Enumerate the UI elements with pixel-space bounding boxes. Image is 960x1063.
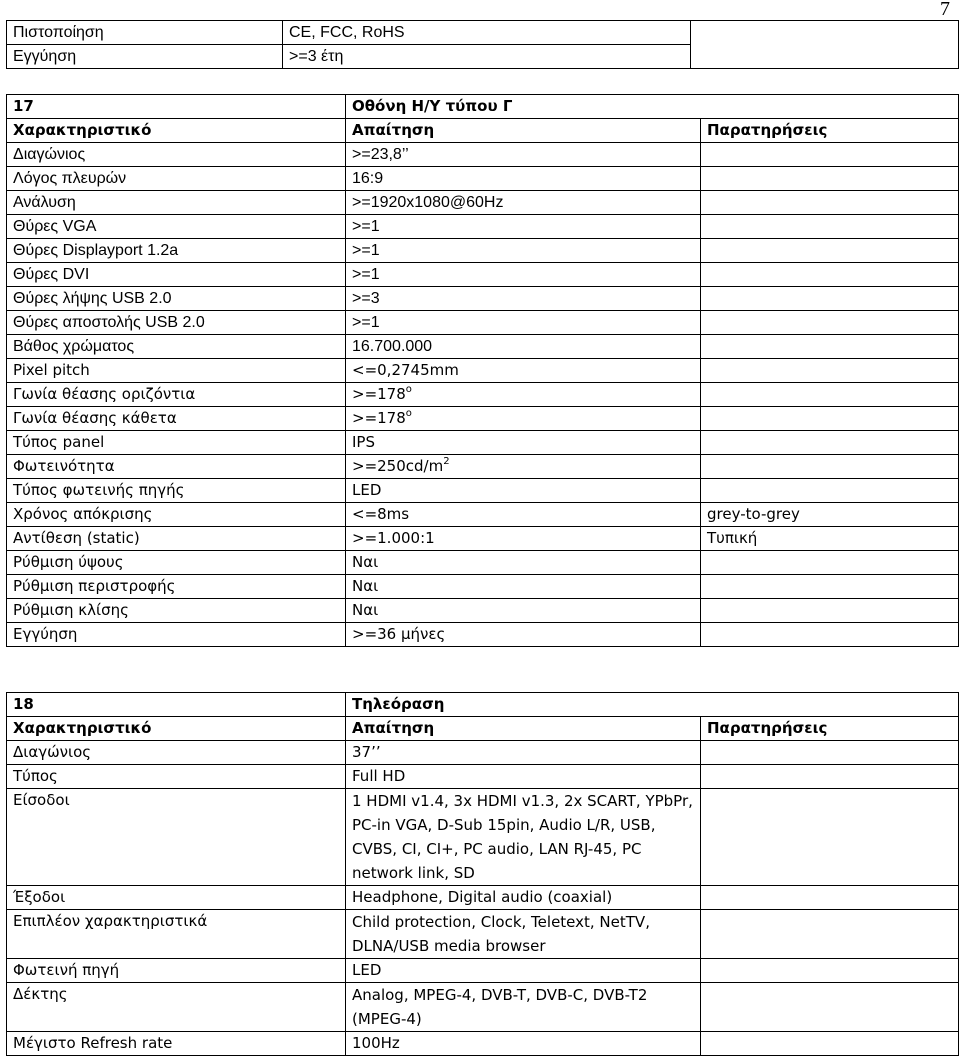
- table-title-row: [7, 95, 959, 119]
- row-feature: Θύρες VGA: [7, 215, 346, 239]
- section-title: Οθόνη Η/Υ τύπου Γ: [346, 95, 959, 119]
- warranty-value: >=3 έτη: [283, 45, 691, 69]
- row-requirement: Ναι: [346, 575, 701, 599]
- degree-superscript: o: [405, 408, 412, 419]
- table-row: [7, 886, 959, 910]
- row-requirement: >=23,8’’: [346, 143, 701, 167]
- row-feature: Ανάλυση: [7, 191, 346, 215]
- row-requirement: 16:9: [346, 167, 701, 191]
- row-notes: [701, 431, 959, 455]
- row-feature: Ρύθμιση κλίσης: [7, 599, 346, 623]
- row-requirement: Child protection, Clock, Teletext, NetTV, DLNA/USB media browser: [346, 910, 701, 959]
- table-row: [7, 910, 959, 959]
- table-row: [7, 741, 959, 765]
- requirement-text: >=178: [352, 409, 406, 427]
- row-feature: Διαγώνιος: [7, 143, 346, 167]
- monitor-spec-table: [6, 94, 959, 647]
- table-row: [7, 359, 959, 383]
- table-row: [7, 789, 959, 886]
- table-title-row: [7, 693, 959, 717]
- row-feature: Εγγύηση: [7, 623, 346, 647]
- section-number: 17: [7, 95, 346, 119]
- table-row: [7, 143, 959, 167]
- row-notes: [701, 167, 959, 191]
- cert-label: Πιστοποίηση: [7, 21, 283, 45]
- row-feature: Βάθος χρώματος: [7, 335, 346, 359]
- row-requirement: LED: [346, 479, 701, 503]
- header-notes: Παρατηρήσεις: [701, 717, 959, 741]
- requirement-text: >=250cd/m: [352, 457, 444, 475]
- row-requirement: Analog, MPEG-4, DVB-T, DVB-C, DVB-T2 (MPEG-4): [346, 983, 701, 1032]
- header-requirement: Απαίτηση: [346, 119, 701, 143]
- row-notes: [701, 599, 959, 623]
- degree-superscript: o: [405, 384, 412, 395]
- row-feature: Θύρες αποστολής USB 2.0: [7, 311, 346, 335]
- row-requirement: <=0,2745mm: [346, 359, 701, 383]
- header-requirement: Απαίτηση: [346, 717, 701, 741]
- row-notes: [701, 551, 959, 575]
- table-row: [7, 983, 959, 1032]
- table-row: [7, 431, 959, 455]
- table-row: [7, 479, 959, 503]
- cert-value: CE, FCC, RoHS: [283, 21, 691, 45]
- row-feature: Διαγώνιος: [7, 741, 346, 765]
- row-feature: Θύρες Displayport 1.2a: [7, 239, 346, 263]
- header-feature: Χαρακτηριστικό: [7, 119, 346, 143]
- row-requirement: <=8ms: [346, 503, 701, 527]
- row-requirement: 37’’: [346, 741, 701, 765]
- row-notes: [701, 789, 959, 886]
- row-feature: Θύρες DVI: [7, 263, 346, 287]
- row-feature: Επιπλέον χαρακτηριστικά: [7, 910, 346, 959]
- row-feature: Φωτεινότητα: [7, 455, 346, 479]
- row-feature: Αντίθεση (static): [7, 527, 346, 551]
- table-row: [7, 503, 959, 527]
- warranty-label: Εγγύηση: [7, 45, 283, 69]
- table-row: [7, 191, 959, 215]
- row-notes: [701, 215, 959, 239]
- row-requirement: >=1: [346, 239, 701, 263]
- table-row: [7, 287, 959, 311]
- table-row: [7, 215, 959, 239]
- row-requirement: >=36 μήνες: [346, 623, 701, 647]
- table-row: [7, 455, 959, 479]
- row-feature: Ρύθμιση ύψους: [7, 551, 346, 575]
- row-notes: [701, 886, 959, 910]
- row-notes: [701, 623, 959, 647]
- row-notes: [701, 311, 959, 335]
- row-notes: [701, 741, 959, 765]
- table-row: [7, 407, 959, 431]
- table-row: [7, 335, 959, 359]
- row-notes: grey-to-grey: [701, 503, 959, 527]
- row-notes: [701, 335, 959, 359]
- row-feature: Χρόνος απόκρισης: [7, 503, 346, 527]
- row-requirement: >=3: [346, 287, 701, 311]
- row-feature: Τύπος: [7, 765, 346, 789]
- row-requirement: Ναι: [346, 599, 701, 623]
- row-notes: [701, 983, 959, 1032]
- row-feature: Θύρες λήψης USB 2.0: [7, 287, 346, 311]
- table-row: [7, 765, 959, 789]
- table-row: [7, 623, 959, 647]
- row-requirement: 16.700.000: [346, 335, 701, 359]
- row-requirement: [346, 455, 701, 479]
- table-header-row: [7, 119, 959, 143]
- row-notes: [701, 575, 959, 599]
- row-notes: [701, 239, 959, 263]
- row-requirement: 100Hz: [346, 1032, 701, 1056]
- table-header-row: [7, 717, 959, 741]
- row-feature: Ρύθμιση περιστροφής: [7, 575, 346, 599]
- row-notes: [701, 910, 959, 959]
- header-notes: Παρατηρήσεις: [701, 119, 959, 143]
- row-requirement: >=1: [346, 311, 701, 335]
- requirement-text: >=178: [352, 385, 406, 403]
- table-row: [7, 551, 959, 575]
- table-row: [7, 1032, 959, 1056]
- section-number: 18: [7, 693, 346, 717]
- squared-superscript: 2: [443, 456, 450, 467]
- row-notes: [701, 383, 959, 407]
- row-requirement: Ναι: [346, 551, 701, 575]
- row-requirement: [346, 383, 701, 407]
- table-row: [7, 599, 959, 623]
- row-requirement: >=1: [346, 263, 701, 287]
- row-notes: [701, 959, 959, 983]
- row-feature: Έξοδοι: [7, 886, 346, 910]
- row-notes: Τυπική: [701, 527, 959, 551]
- row-notes: [701, 287, 959, 311]
- cert-notes-cell: [691, 21, 959, 69]
- row-feature: Γωνία θέασης οριζόντια: [7, 383, 346, 407]
- row-requirement: 1 HDMI v1.4, 3x HDMI v1.3, 2x SCART, YPbPr, PC-in VGA, D-Sub 15pin, Audio L/R, USB, CVBS, CI, CI+, PC audio, LAN RJ-45, PC network link, SD: [346, 789, 701, 886]
- row-notes: [701, 1032, 959, 1056]
- row-requirement: >=1.000:1: [346, 527, 701, 551]
- row-requirement: IPS: [346, 431, 701, 455]
- row-notes: [701, 407, 959, 431]
- row-notes: [701, 765, 959, 789]
- table-row: [7, 263, 959, 287]
- row-requirement: Full HD: [346, 765, 701, 789]
- table-row: [7, 21, 959, 45]
- row-notes: [701, 455, 959, 479]
- table-row: [7, 383, 959, 407]
- row-notes: [701, 143, 959, 167]
- row-feature: Είσοδοι: [7, 789, 346, 886]
- row-feature: Μέγιστο Refresh rate: [7, 1032, 346, 1056]
- row-notes: [701, 479, 959, 503]
- row-requirement: >=1: [346, 215, 701, 239]
- row-feature: Τύπος panel: [7, 431, 346, 455]
- table-row: [7, 239, 959, 263]
- header-feature: Χαρακτηριστικό: [7, 717, 346, 741]
- row-feature: Φωτεινή πηγή: [7, 959, 346, 983]
- row-notes: [701, 359, 959, 383]
- row-requirement: Headphone, Digital audio (coaxial): [346, 886, 701, 910]
- table-row: [7, 167, 959, 191]
- table-row: [7, 959, 959, 983]
- tv-spec-table: [6, 692, 959, 1056]
- row-feature: Γωνία θέασης κάθετα: [7, 407, 346, 431]
- row-notes: [701, 191, 959, 215]
- row-requirement: [346, 407, 701, 431]
- row-notes: [701, 263, 959, 287]
- row-feature: Λόγος πλευρών: [7, 167, 346, 191]
- row-requirement: LED: [346, 959, 701, 983]
- section-title: Τηλεόραση: [346, 693, 959, 717]
- row-feature: Δέκτης: [7, 983, 346, 1032]
- row-requirement: >=1920x1080@60Hz: [346, 191, 701, 215]
- table-row: [7, 311, 959, 335]
- table-row: [7, 527, 959, 551]
- row-feature: Τύπος φωτεινής πηγής: [7, 479, 346, 503]
- certification-table: [6, 20, 959, 69]
- table-row: [7, 575, 959, 599]
- row-feature: Pixel pitch: [7, 359, 346, 383]
- page-number: 7: [940, 0, 950, 20]
